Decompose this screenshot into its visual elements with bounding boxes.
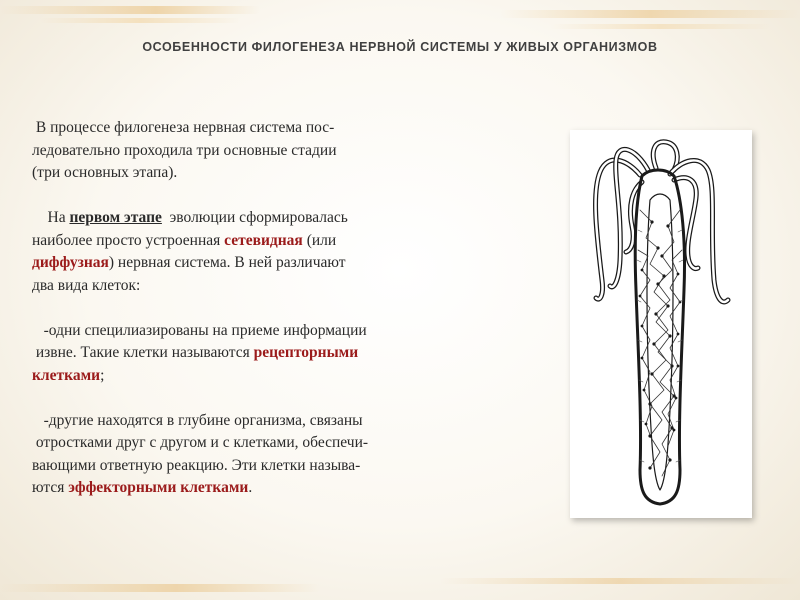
paragraph-first-stage (32, 207, 462, 297)
paragraph-effector (32, 410, 462, 500)
text-line: -одни специлиазированы на приеме информации (32, 321, 367, 339)
text-fragment: ) нервная система. В ней различают (108, 254, 346, 271)
text-fragment: два вида клеток: (32, 276, 141, 294)
slide-title: ОСОБЕННОСТИ ФИЛОГЕНЕЗА НЕРВНОЙ СИСТЕМЫ У ЖИВЫХ ОРГАНИЗМОВ (142, 40, 658, 54)
text-fragment: извне. Такие клетки называются (32, 344, 254, 361)
decor-strip (0, 6, 260, 14)
hydra-figure (570, 130, 752, 518)
text-line: вающими ответную реакцию. Эти клетки называ- (32, 456, 361, 474)
term-reticular: сетевидная (224, 231, 303, 249)
decor-strip (40, 18, 240, 23)
text-fragment: наиболее просто устроенная (32, 231, 225, 249)
text-line: В процессе филогенеза нервная система пос- (32, 119, 335, 136)
decor-strip (550, 24, 770, 29)
text-line: (три основных этапа). (32, 164, 178, 181)
decor-strip (0, 584, 320, 592)
text-fragment: . (248, 479, 253, 496)
paragraph-receptor (32, 320, 462, 388)
term-effector: эффекторными клетками (68, 479, 249, 496)
paragraph-intro (32, 117, 462, 185)
decor-strip (500, 10, 800, 18)
text-line: -другие находятся в глубине организма, связаны (32, 411, 363, 429)
term-diffuse: диффузная (32, 254, 109, 271)
text-fragment: ; (100, 366, 105, 384)
body-text (32, 117, 462, 500)
text-fragment: На (32, 209, 70, 226)
term-receptor: рецепторными (253, 344, 359, 361)
text-line: ледовательно проходила три основные стадии (32, 141, 337, 159)
text-fragment: (или (302, 231, 337, 249)
text-fragment: ются (32, 479, 69, 496)
text-fragment: эволюции сформировалась (161, 209, 348, 226)
first-stage-term: первом этапе (69, 209, 162, 226)
term-cells: клетками (32, 366, 101, 384)
text-line: отростками друг с другом и с клетками, обеспечи- (32, 434, 369, 451)
hydra-nervous-network-icon (570, 130, 752, 518)
decor-strip (440, 578, 800, 584)
